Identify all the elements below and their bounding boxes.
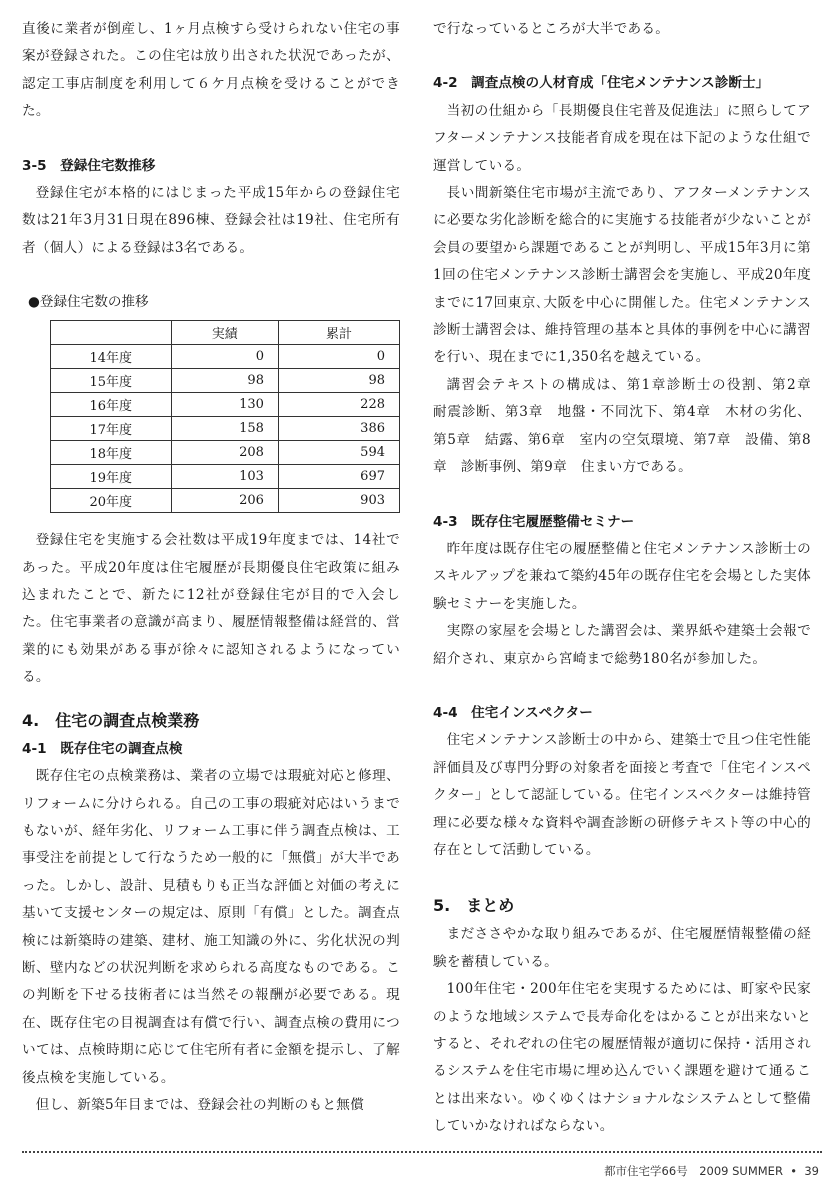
table-cell-year: 20年度 [51,489,172,513]
table-header-cumulative: 累計 [278,321,399,345]
table-row [51,489,400,513]
page-number: 39 [804,1164,819,1178]
section-4-2-paragraph-1: 当初の仕組から「長期優良住宅普及促進法」に照らしてアフターメンテナンス技能者育成を現在は下記のような仕組で運営している。 [433,102,811,174]
table-header-row [51,321,400,345]
section-4-heading: 4. 住宅の調査点検業務 [22,710,200,730]
table-row [51,393,400,417]
table-header-empty [51,321,172,345]
section-3-5-body: 登録住宅が本格的にはじまった平成15年からの登録住宅数は21年3月31日現在896棟、登録会社は19社、住宅所有者（個人）による登録は3名である。 [22,185,400,256]
table-cell-actual: 130 [171,393,278,417]
section-5-paragraph-2: 100年住宅・200年住宅を実現するためには、町家や民家のような地域システムで長寿命化をはかることが出来ないとすると、それぞれの住宅の履歴情報が適切に保持・活用されるシステムを住宅市場に埋め込んでいく課題を避けて通ることは出来ない。ゆくゆくはナショナルなシステムとして整備していかなければならない。 [433,981,811,1135]
section-4-1-body: 既存住宅の点検業務は、業者の立場では瑕疵対応と修理、リフォームに分けられる。自己の工事の瑕疵対応はいうまでもないが、経年劣化、リフォーム工事に伴う調査点検は、工事受注を前提として行なうため一般的に「無償」が大半であった。しかし、設計、見積もりも正当な評価と対価の考えに基いて支援センターの規定は、原則「有償」とした。調査点検には新築時の建築、建材、施工知識の外に、劣化状況の判断、壁内などの状況判断を求められる高度なものである。この判断を下せる技術者には当然その報酬が必要である。現在、既存住宅の目視調査は有償で行い、調査点検の費用については、点検時期に応じて住宅所有者に金額を提示し、了解後点検を実施している。 [22,768,400,1086]
section-3-5-heading: 3-5 登録住宅数推移 [22,157,156,174]
table-cell-cumulative: 594 [278,441,399,465]
table-cell-actual: 103 [171,465,278,489]
section-4-3-paragraph-1: 昨年度は既存住宅の履歴整備と住宅メンテナンス診断士のスキルアップを兼ねて築約45年の既存住宅を会場とした実体験セミナーを実施した。 [433,540,811,612]
table-header-actual: 実績 [171,321,278,345]
table-cell-year: 14年度 [51,345,172,369]
section-4-1-body-2: 但し、新築5年目までは、登録会社の判断のもと無償 [35,1096,365,1113]
table-cell-cumulative: 0 [278,345,399,369]
left-column [22,16,400,1119]
section-4-2-heading: 4-2 調査点検の人材育成「住宅メンテナンス診断士」 [433,75,770,92]
table-cell-year: 15年度 [51,369,172,393]
table-row [51,345,400,369]
paragraph-continued: で行なっているところが大半である。 [433,21,670,37]
table-cell-year: 16年度 [51,393,172,417]
table-cell-cumulative: 228 [278,393,399,417]
table-cell-actual: 206 [171,489,278,513]
table-cell-cumulative: 386 [278,417,399,441]
paragraph-intro-continued: 直後に業者が倒産し、1ヶ月点検すら受けられない住宅の事案が登録された。この住宅は放り出された状況であったが、認定工事店制度を利用して６ケ月点検を受けることができた。 [22,21,400,120]
right-column [433,16,825,1141]
table-row [51,465,400,489]
table-row [51,369,400,393]
table-cell-year: 18年度 [51,441,172,465]
paragraph-after-table: 登録住宅を実施する会社数は平成19年度までは、14社であった。平成20年度は住宅履歴が長期優良住宅政策に組み込まれたことで、新たに12社が登録住宅が目的で入会した。住宅事業者の意識が高まり、履歴情報整備は経営的、営業的にも効果がある事が徐々に認知されるようになっている。 [22,532,400,686]
table-cell-actual: 0 [171,345,278,369]
table-cell-year: 17年度 [51,417,172,441]
page-footer [604,1163,819,1179]
table-row [51,417,400,441]
section-4-2-paragraph-3: 講習会テキストの構成は、第1章診断士の役割、第2章 耐震診断、第3章 地盤・不同沈下、第4章 木材の劣化、第5章 結露、第6章 室内の空気環境、第7章 設備、第8章 診断事例、第9章 住まい方である。 [433,376,825,476]
section-5-paragraph-1: まだささやかな取り組みであるが、住宅履歴情報整備の経験を蓄積している。 [433,926,811,970]
table-cell-cumulative: 903 [278,489,399,513]
table-cell-actual: 208 [171,441,278,465]
table-cell-cumulative: 697 [278,465,399,489]
footer-divider [22,1151,822,1153]
registered-houses-table [50,320,400,513]
table-cell-cumulative: 98 [278,369,399,393]
section-4-3-paragraph-2: 実際の家屋を会場とした講習会は、業界紙や建築士会報で紹介され、東京から宮崎まで総勢180名が参加した。 [433,623,811,667]
table-cell-year: 19年度 [51,465,172,489]
table-title: ●登録住宅数の推移 [28,294,149,311]
table-cell-actual: 98 [171,369,278,393]
table-cell-actual: 158 [171,417,278,441]
section-4-3-heading: 4-3 既存住宅履歴整備セミナー [433,513,635,530]
section-4-4-paragraph-1: 住宅メンテナンス診断士の中から、建築士で且つ住宅性能評価員及び専門分野の対象者を面接と考査で「住宅インスペクター」として認証している。住宅インスペクターは維持管理に必要な様々な資料や調査診断の研修テキスト等の中心的存在として活動している。 [433,732,811,858]
footer-separator-dot: • [786,1164,801,1178]
section-4-2-paragraph-2: 長い間新築住宅市場が主流であり、アフターメンテナンスに必要な劣化診断を総合的に実施する技能者が少ないことが会員の要望から課題であることが判明し、平成15年3月に第1回の住宅メンテナンス診断士講習会を実施し、平成20年度までに17回東京､大阪を中心に開催した。住宅メンテナンス診断士講習会は、維持管理の基本と具体的事例を中心に講習を行い、現在までに1,350名を越えている。 [433,185,811,366]
section-4-4-heading: 4-4 住宅インスペクター [433,704,593,721]
section-4-1-heading: 4-1 既存住宅の調査点検 [22,740,183,757]
table-row [51,441,400,465]
section-5-heading: 5. まとめ [433,896,515,916]
publication-label: 都市住宅学66号 2009 SUMMER [604,1164,783,1178]
